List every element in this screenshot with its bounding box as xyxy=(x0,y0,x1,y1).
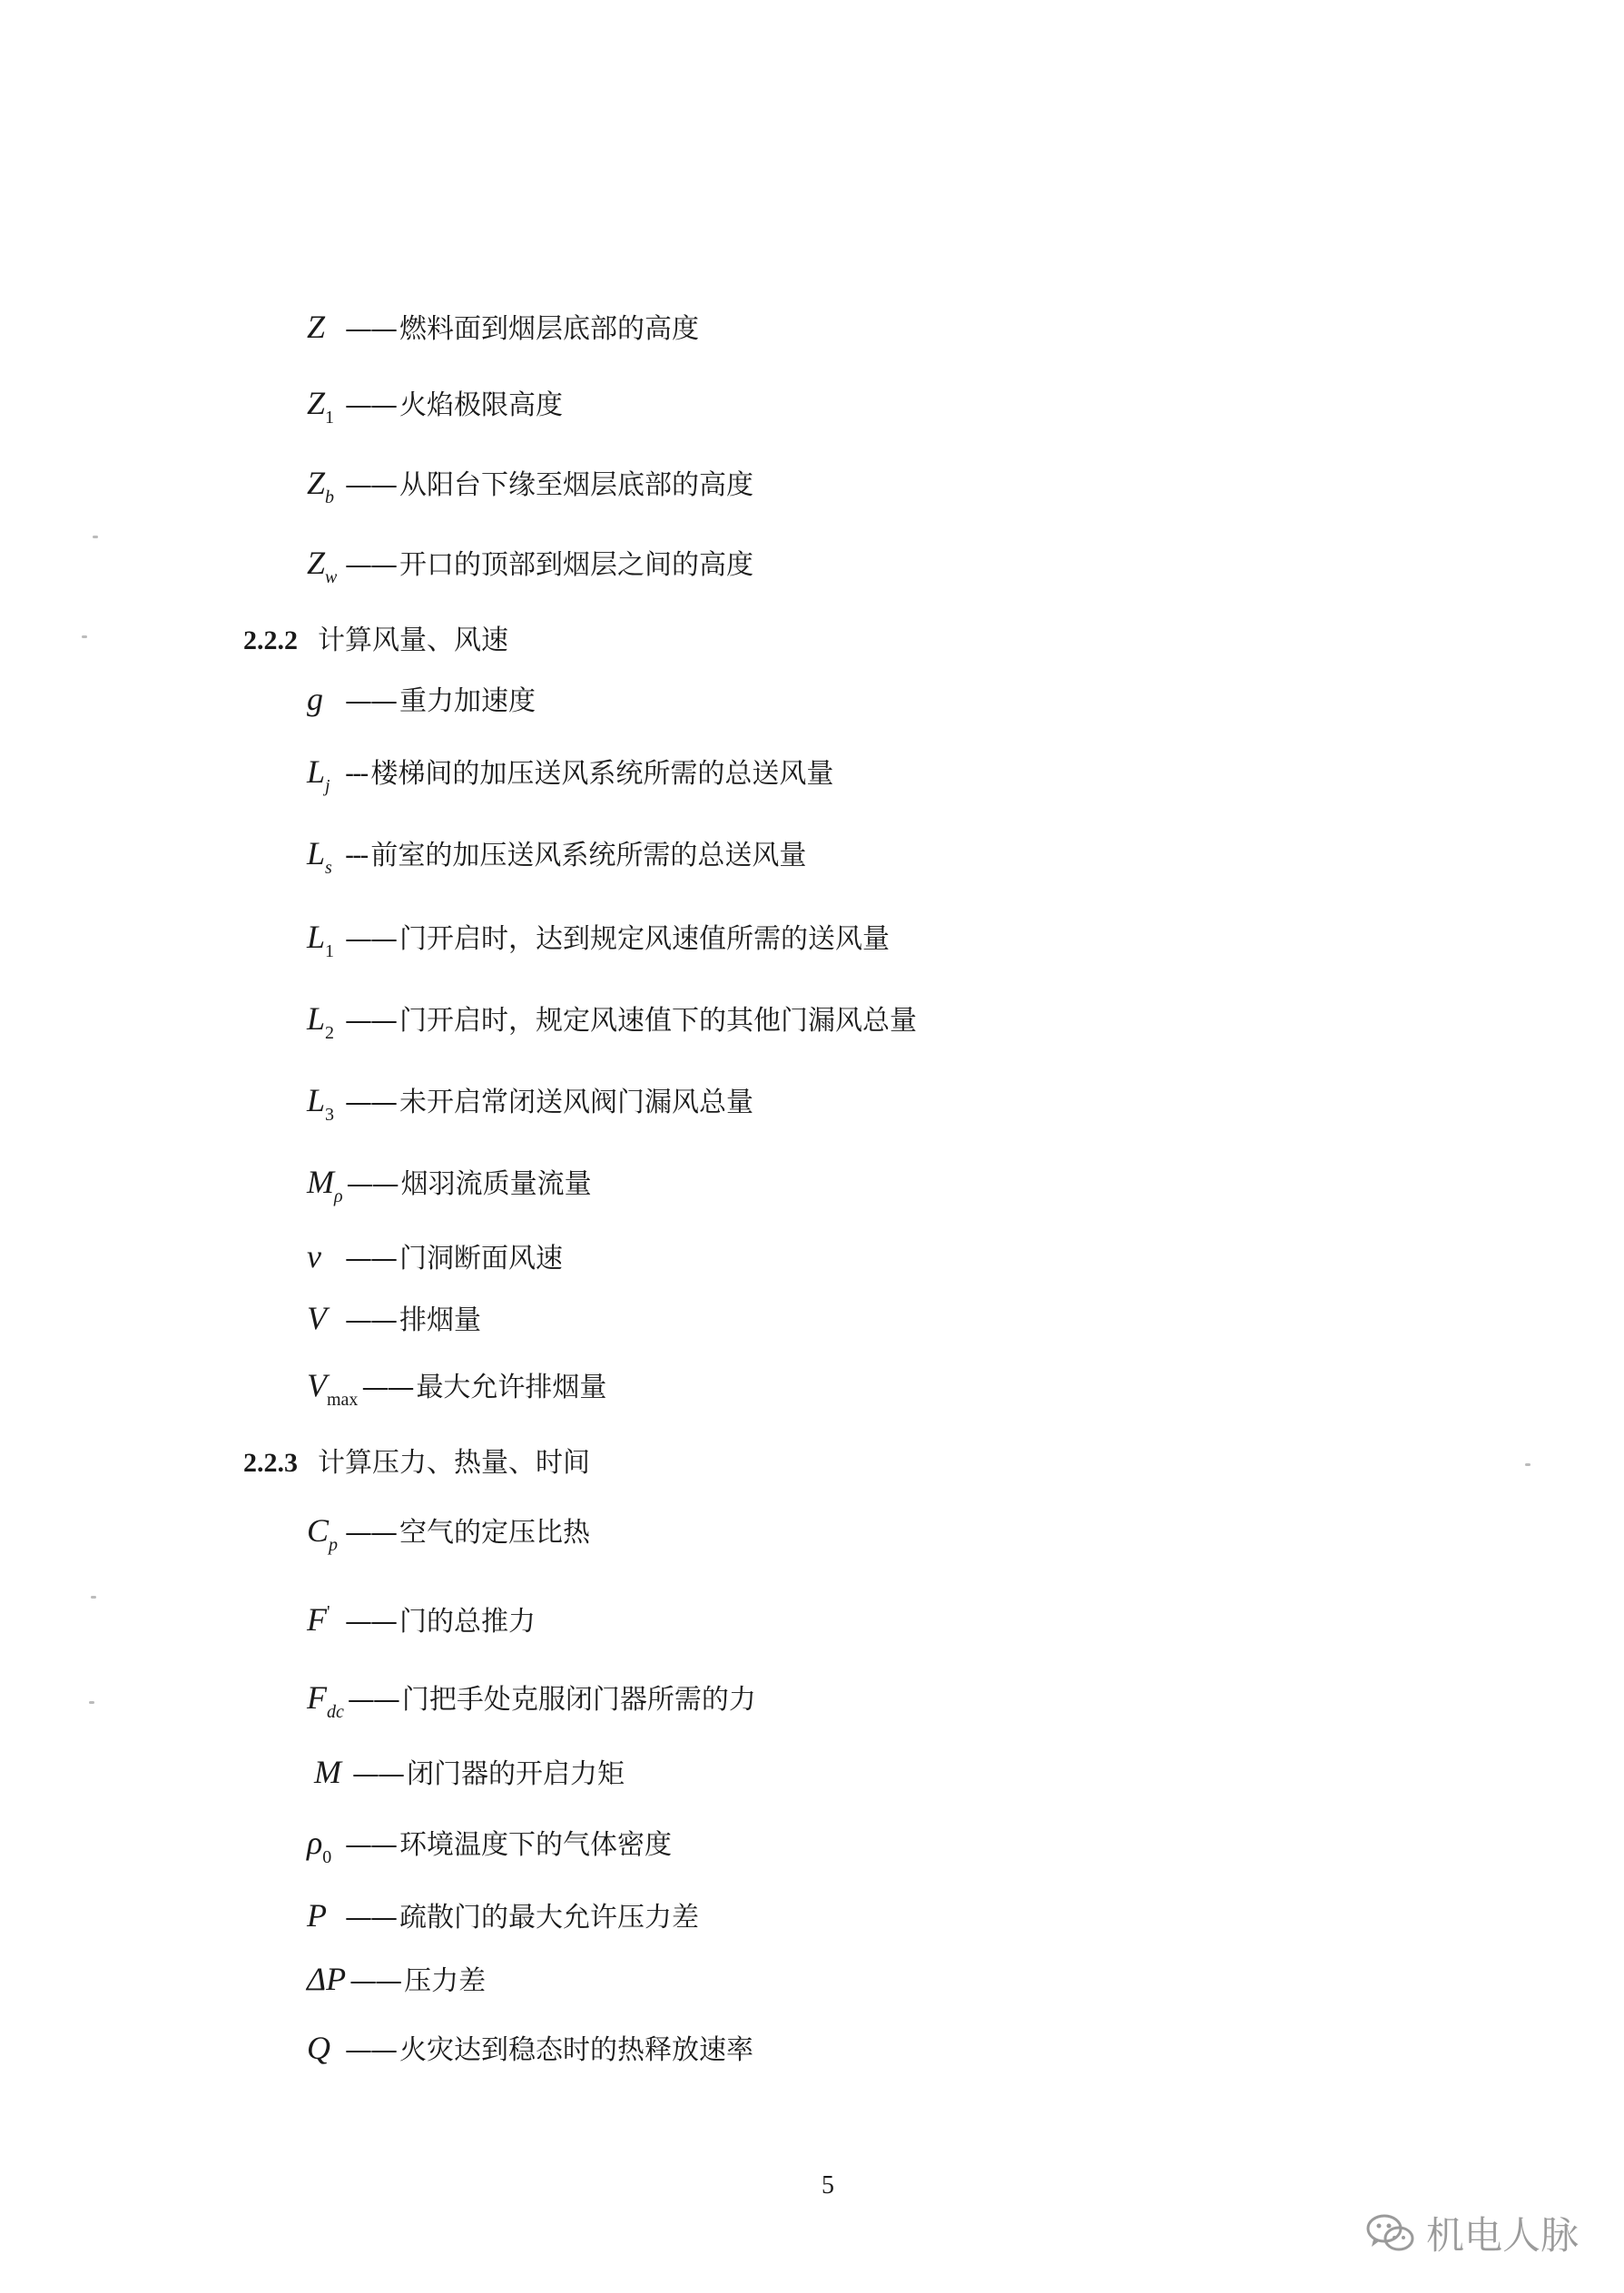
symbol: $\rho_0$ xyxy=(307,1825,332,1867)
symbol-entry-delta-p xyxy=(307,1961,486,2000)
definition-text: 排烟量 xyxy=(399,1304,481,1336)
definition-text: 环境温度下的气体密度 xyxy=(399,1829,672,1861)
definition-text: 火焰极限高度 xyxy=(399,389,563,421)
definition-text: 门洞断面风速 xyxy=(399,1243,563,1274)
em-dash: —— xyxy=(345,1005,396,1037)
em-dash: —— xyxy=(345,1517,396,1549)
definition-text: 门把手处克服闭门器所需的力 xyxy=(401,1684,756,1716)
symbol: $L_j$ xyxy=(307,753,330,796)
symbol: M xyxy=(314,1754,341,1790)
definition-text: 火灾达到稳态时的热释放速率 xyxy=(399,2034,753,2066)
em-dash: —— xyxy=(352,1758,403,1790)
symbol: $M_\rho$ xyxy=(307,1164,343,1206)
em-dash: —— xyxy=(345,1243,396,1274)
definition-text: 门的总推力 xyxy=(399,1606,536,1638)
symbol: $L_1$ xyxy=(307,919,335,961)
section-title: 计算风量、风速 xyxy=(318,625,508,656)
symbol: P xyxy=(307,1897,327,1934)
symbol-entry-f-prime xyxy=(307,1601,536,1640)
em-dash: —— xyxy=(345,685,396,717)
definition-text: 门开启时，规定风速值下的其他门漏风总量 xyxy=(399,1005,917,1037)
symbol-entry-q xyxy=(307,2030,753,2069)
em-dash: —— xyxy=(345,1606,396,1638)
symbol-entry-fdc xyxy=(307,1679,756,1722)
symbol: $L_3$ xyxy=(307,1082,335,1125)
symbol-entry-v xyxy=(307,1300,481,1339)
em-dash: —— xyxy=(361,1372,413,1403)
definition-text: 最大允许排烟量 xyxy=(416,1372,607,1403)
symbol: g xyxy=(307,681,323,717)
symbol-entry-zb xyxy=(307,465,753,507)
em-dash: —— xyxy=(345,549,396,581)
page-number: 5 xyxy=(822,2171,834,2200)
symbol-entry-z1 xyxy=(307,385,563,428)
definition-text: 未开启常闭送风阀门漏风总量 xyxy=(399,1087,753,1118)
symbol-entry-mp xyxy=(307,1164,592,1206)
symbol-entry-lj xyxy=(307,753,834,796)
definition-text: 烟羽流质量流量 xyxy=(400,1168,592,1200)
scan-speck xyxy=(82,635,87,638)
symbol: Z xyxy=(307,309,326,345)
section-heading-2-2-3 xyxy=(243,1445,590,1481)
symbol: $V_{max}$ xyxy=(307,1367,359,1410)
definition-text: 燃料面到烟层底部的高度 xyxy=(399,313,699,345)
em-dash: —— xyxy=(345,1087,396,1118)
definition-text: 压力差 xyxy=(404,1965,487,1997)
watermark-text: 机电人脉 xyxy=(1426,2213,1580,2258)
scan-speck xyxy=(89,1701,94,1704)
em-dash: —— xyxy=(345,313,396,345)
definition-text: 重力加速度 xyxy=(399,685,536,717)
symbol: $Z_1$ xyxy=(307,385,335,428)
symbol-entry-rho0 xyxy=(307,1825,672,1867)
symbol-entry-vmax xyxy=(307,1367,607,1410)
symbol: $L_2$ xyxy=(307,1000,335,1043)
symbol: $Z_w$ xyxy=(307,545,338,587)
symbol: Q xyxy=(307,2030,330,2066)
definition-text: 门开启时，达到规定风速值所需的送风量 xyxy=(399,923,890,955)
symbol: $Z_b$ xyxy=(307,465,335,507)
section-number: 2.2.2 xyxy=(243,625,298,655)
em-dash: —— xyxy=(347,1684,399,1716)
symbol: $L_s$ xyxy=(307,835,332,878)
symbol-entry-g xyxy=(307,681,536,720)
section-heading-2-2-2 xyxy=(243,623,508,659)
watermark xyxy=(1366,2206,1579,2260)
scan-speck xyxy=(1525,1463,1530,1466)
symbol-entry-cp xyxy=(307,1512,590,1555)
em-dash: —— xyxy=(345,389,396,421)
em-dash: —— xyxy=(345,923,396,955)
em-dash: —— xyxy=(345,1902,396,1934)
symbol-entry-ls xyxy=(307,835,807,878)
definition-text: 闭门器的开启力矩 xyxy=(407,1758,625,1790)
em-dash: —— xyxy=(345,1304,396,1336)
em-dash: —— xyxy=(345,1829,396,1861)
definition-text: 开口的顶部到烟层之间的高度 xyxy=(399,549,753,581)
section-number: 2.2.3 xyxy=(243,1448,298,1478)
wechat-icon xyxy=(1366,2213,1415,2253)
symbol-entry-z xyxy=(307,309,699,348)
symbol-entry-v-lower xyxy=(307,1238,563,1277)
symbol-entry-l3 xyxy=(307,1082,753,1125)
symbol-entry-l2 xyxy=(307,1000,917,1043)
em-dash: —— xyxy=(345,469,396,501)
em-dash: --- xyxy=(345,840,368,871)
symbol: $C_p$ xyxy=(307,1512,339,1555)
symbol-entry-l1 xyxy=(307,919,890,961)
em-dash: —— xyxy=(345,2034,396,2066)
symbol: ΔP xyxy=(307,1961,347,1997)
symbol-entry-m xyxy=(314,1754,625,1793)
definition-text: 从阳台下缘至烟层底部的高度 xyxy=(399,469,753,501)
definition-text: 前室的加压送风系统所需的总送风量 xyxy=(370,840,807,871)
symbol: $F_{dc}$ xyxy=(307,1679,344,1722)
symbol: V xyxy=(307,1300,327,1336)
symbol-entry-p xyxy=(307,1897,699,1936)
em-dash: --- xyxy=(345,758,368,790)
symbol: v xyxy=(307,1238,321,1274)
symbol: F' xyxy=(307,1601,330,1638)
em-dash: —— xyxy=(349,1965,401,1997)
definition-text: 疏散门的最大允许压力差 xyxy=(399,1902,699,1934)
em-dash: —— xyxy=(346,1168,398,1200)
scan-speck xyxy=(91,1596,96,1599)
definition-text: 空气的定压比热 xyxy=(399,1517,590,1549)
symbol-entry-zw xyxy=(307,545,753,587)
section-title: 计算压力、热量、时间 xyxy=(318,1447,590,1479)
scan-speck xyxy=(93,536,98,538)
definition-text: 楼梯间的加压送风系统所需的总送风量 xyxy=(370,758,834,790)
